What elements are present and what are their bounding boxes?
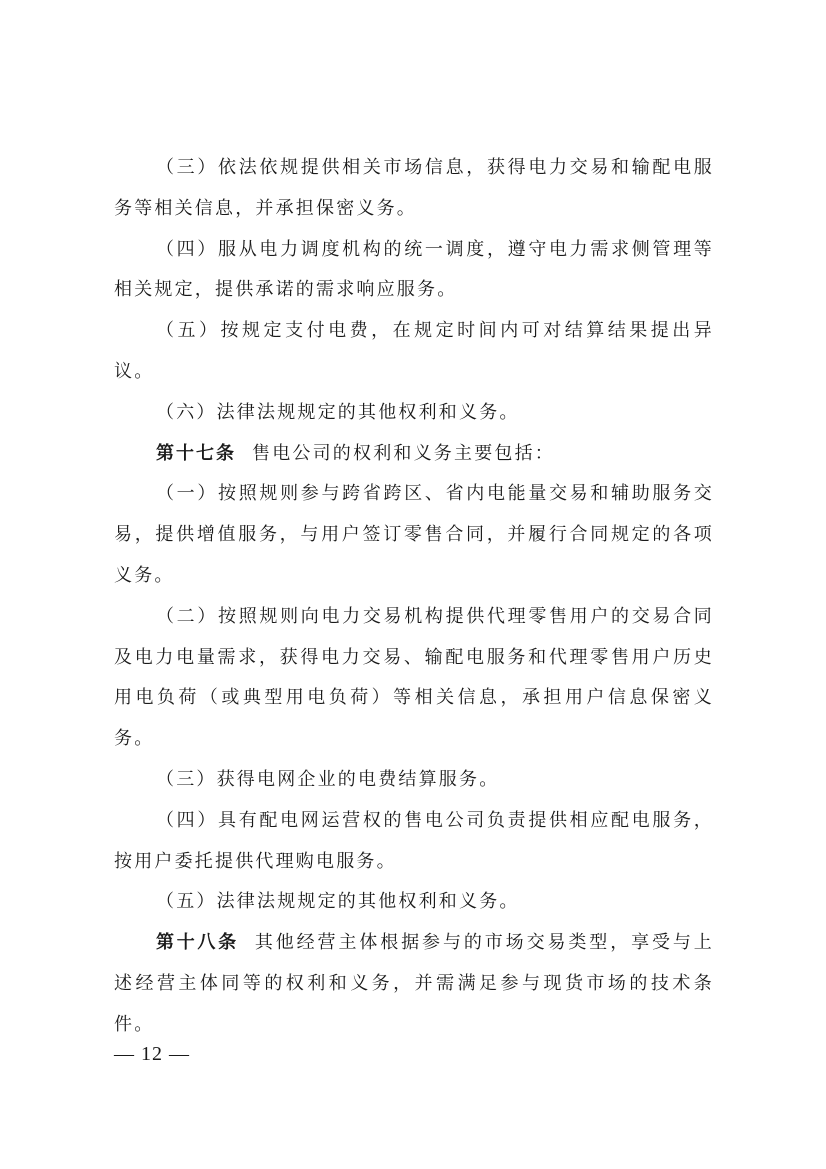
paragraph: （一）按照规则参与跨省跨区、省内电能量交易和辅助服务交易，提供增值服务，与用户签订零售合同，并履行合同规定的各项义务。 bbox=[114, 483, 714, 586]
paragraph: （三）获得电网企业的电费结算服务。 bbox=[156, 768, 500, 790]
article-text: 其他经营主体根据参与的市场交易类型，享受与上述经营主体同等的权利和义务，并需满足参与现货市场的技术条件。 bbox=[114, 932, 715, 1035]
paragraph: （五）按规定支付电费，在规定时间内可对结算结果提出异议。 bbox=[114, 320, 714, 382]
article-heading: 第十八条 bbox=[156, 932, 239, 954]
article-text: 售电公司的权利和义务主要包括： bbox=[252, 442, 555, 464]
paragraph: （四）服从电力调度机构的统一调度，遵守电力需求侧管理等相关规定，提供承诺的需求响应服务。 bbox=[114, 238, 714, 301]
article-paragraph bbox=[114, 923, 714, 1045]
paragraph: （五）法律法规规定的其他权利和义务。 bbox=[156, 891, 520, 913]
paragraph: （四）具有配电网运营权的售电公司负责提供相应配电服务，按用户委托提供代理购电服务。 bbox=[114, 809, 714, 872]
paragraph: （六）法律法规规定的其他权利和义务。 bbox=[156, 401, 520, 423]
paragraph: （二）按照规则向电力交易机构提供代理零售用户的交易合同及电力电量需求，获得电力交易、输配电服务和代理零售用户历史用电负荷（或典型用电负荷）等相关信息，承担用户信息保密义务。 bbox=[114, 605, 714, 750]
page-number: — 12 — bbox=[114, 1043, 190, 1065]
article-paragraph bbox=[114, 434, 714, 475]
article-heading: 第十七条 bbox=[156, 442, 236, 464]
paragraph: （三）依法依规提供相关市场信息，获得电力交易和输配电服务等相关信息，并承担保密义务。 bbox=[114, 157, 714, 219]
document-body bbox=[114, 148, 714, 1046]
